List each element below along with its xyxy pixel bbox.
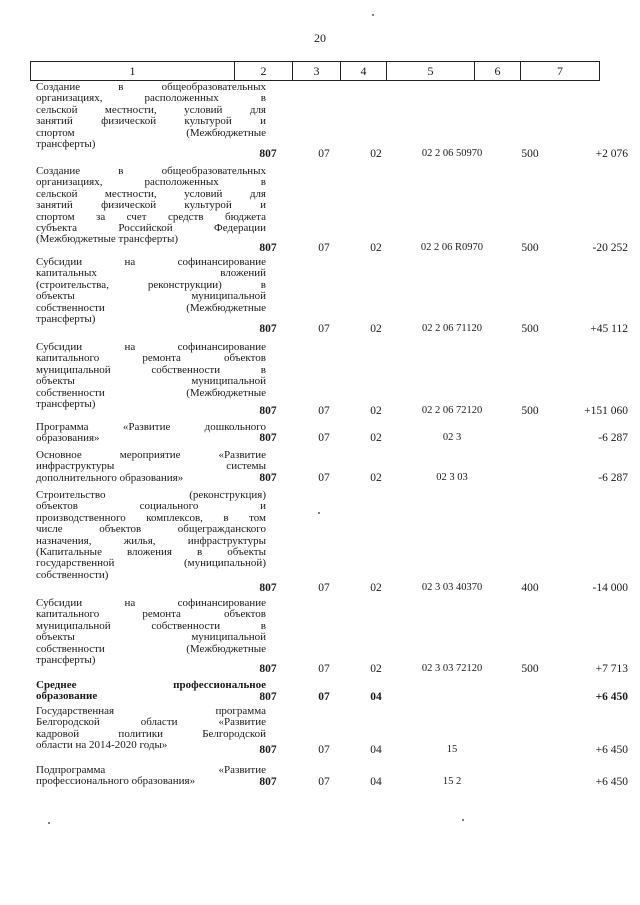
header-col-1: 1 bbox=[31, 62, 235, 80]
description-line: Субсидии на софинансирование bbox=[36, 256, 266, 268]
cell-c4: 02 bbox=[370, 663, 382, 675]
description-line: организациях, расположенных в bbox=[36, 176, 266, 189]
row-description bbox=[36, 422, 266, 445]
cell-c2: 807 bbox=[259, 776, 277, 788]
cell-c5: 02 3 03 72120 bbox=[421, 663, 483, 674]
description-line: области на 2014-2020 годы» bbox=[36, 739, 168, 752]
cell-c6: 500 bbox=[521, 323, 539, 335]
description-line: Среднее профессиональное bbox=[36, 679, 266, 691]
cell-c2: 807 bbox=[259, 691, 277, 703]
cell-c2: 807 bbox=[259, 148, 277, 160]
description-line: объектов социального и bbox=[36, 500, 266, 513]
cell-c6: 500 bbox=[521, 663, 539, 675]
description-line: муниципальной собственности в bbox=[36, 619, 266, 632]
description-line: (Капитальные вложения в объекты bbox=[36, 545, 266, 558]
row-description bbox=[36, 257, 266, 325]
cell-c3: 07 bbox=[318, 323, 330, 335]
description-line: трансферты) bbox=[36, 312, 96, 325]
description-line: организациях, расположенных в bbox=[36, 92, 266, 105]
description-line: дополнительного образования» bbox=[36, 471, 184, 484]
header-col-3: 3 bbox=[293, 62, 341, 80]
description-line: (Межбюджетные трансферты) bbox=[36, 233, 178, 246]
cell-c5: 02 3 03 bbox=[436, 472, 468, 483]
cell-c5: 02 2 06 72120 bbox=[421, 405, 483, 416]
description-line: Субсидии на софинансирование bbox=[36, 597, 266, 609]
row-description bbox=[36, 82, 266, 150]
row-description bbox=[36, 765, 266, 788]
cell-c6: 500 bbox=[521, 242, 539, 254]
row-description bbox=[36, 680, 266, 703]
cell-c3: 07 bbox=[318, 148, 330, 160]
cell-c7: -6 287 bbox=[598, 472, 628, 484]
cell-c7: +6 450 bbox=[595, 744, 628, 756]
description-line: Строительство (реконструкция) bbox=[36, 489, 266, 501]
cell-c7: +45 112 bbox=[590, 323, 628, 335]
header-col-2: 2 bbox=[235, 62, 293, 80]
description-line: капитального ремонта объектов bbox=[36, 608, 266, 621]
row-description bbox=[36, 166, 266, 246]
description-line: собственности) bbox=[36, 568, 109, 581]
cell-c4: 02 bbox=[370, 242, 382, 254]
cell-c7: +151 060 bbox=[584, 405, 628, 417]
description-line: числе объектов общегражданского bbox=[36, 523, 266, 536]
cell-c2: 807 bbox=[259, 472, 277, 484]
cell-c3: 07 bbox=[318, 242, 330, 254]
cell-c7: -20 252 bbox=[592, 242, 628, 254]
header-col-7: 7 bbox=[557, 64, 563, 78]
row-description bbox=[36, 706, 266, 752]
description-line: собственности (Межбюджетные bbox=[36, 301, 266, 314]
cell-c3: 07 bbox=[318, 432, 330, 444]
cell-c3: 07 bbox=[318, 472, 330, 484]
cell-c4: 04 bbox=[370, 691, 382, 703]
cell-c7: -6 287 bbox=[598, 432, 628, 444]
header-col-6: 6 bbox=[475, 62, 521, 80]
description-line: Государственная программа bbox=[36, 705, 266, 717]
cell-c2: 807 bbox=[259, 744, 277, 756]
cell-c5: 02 2 06 50970 bbox=[421, 148, 483, 159]
table-header bbox=[30, 61, 600, 81]
cell-c6: 500 bbox=[521, 148, 539, 160]
cell-c7: -14 000 bbox=[592, 582, 628, 594]
cell-c5: 15 2 bbox=[442, 776, 462, 787]
cell-c7: +6 450 bbox=[595, 776, 628, 788]
description-line: спортом за счет средств бюджета bbox=[36, 210, 266, 223]
cell-c2: 807 bbox=[259, 405, 277, 417]
description-line: объекты муниципальной bbox=[36, 631, 266, 644]
cell-c2: 807 bbox=[259, 582, 277, 594]
cell-c5: 02 3 03 40370 bbox=[421, 582, 483, 593]
description-line: сельской местности, условий для bbox=[36, 103, 266, 116]
description-line: Субсидии на софинансирование bbox=[36, 341, 266, 353]
description-line: спортом (Межбюджетные bbox=[36, 126, 266, 139]
description-line: трансферты) bbox=[36, 137, 96, 150]
description-line: производственного комплексов, в том bbox=[36, 511, 266, 524]
cell-c3: 07 bbox=[318, 691, 330, 703]
header-col-5: 5 bbox=[387, 62, 475, 80]
cell-c2: 807 bbox=[259, 242, 277, 254]
row-description bbox=[36, 450, 266, 484]
description-line: Основное мероприятие «Развитие bbox=[36, 449, 266, 461]
cell-c4: 04 bbox=[370, 776, 382, 788]
cell-c6: 500 bbox=[521, 405, 539, 417]
description-line: Подпрограмма «Развитие bbox=[36, 764, 266, 776]
cell-c4: 02 bbox=[370, 323, 382, 335]
cell-c2: 807 bbox=[259, 663, 277, 675]
scan-speck bbox=[462, 819, 464, 821]
description-line: Белгородской области «Развитие bbox=[36, 716, 266, 729]
description-line: кадровой политики Белгородской bbox=[36, 727, 266, 740]
description-line: объекты муниципальной bbox=[36, 290, 266, 303]
cell-c5: 02 2 06 R0970 bbox=[420, 242, 484, 253]
row-description bbox=[36, 598, 266, 666]
description-line: назначения, жилья, инфраструктуры bbox=[36, 534, 266, 547]
description-line: профессионального образования» bbox=[36, 775, 196, 788]
description-line: занятий физической культурой и bbox=[36, 115, 266, 128]
description-line: сельской местности, условий для bbox=[36, 187, 266, 200]
cell-c4: 02 bbox=[370, 472, 382, 484]
description-line: трансферты) bbox=[36, 397, 96, 410]
cell-c4: 02 bbox=[370, 582, 382, 594]
cell-c3: 07 bbox=[318, 582, 330, 594]
description-line: (строительства, реконструкции) в bbox=[36, 278, 266, 291]
description-line: образование bbox=[36, 690, 98, 703]
description-line: Создание в общеобразовательных bbox=[36, 81, 266, 93]
cell-c4: 02 bbox=[370, 405, 382, 417]
scan-speck bbox=[318, 512, 320, 514]
cell-c7: +7 713 bbox=[595, 663, 628, 675]
description-line: собственности (Межбюджетные bbox=[36, 642, 266, 655]
cell-c3: 07 bbox=[318, 776, 330, 788]
header-col-4: 4 bbox=[341, 62, 387, 80]
description-line: Программа «Развитие дошкольного bbox=[36, 421, 266, 433]
description-line: образования» bbox=[36, 432, 100, 445]
description-line: собственности (Межбюджетные bbox=[36, 386, 266, 399]
cell-c5: 02 3 bbox=[442, 432, 462, 443]
cell-c5: 15 bbox=[446, 744, 458, 755]
cell-c6: 400 bbox=[521, 582, 539, 594]
description-line: занятий физической культурой и bbox=[36, 199, 266, 212]
cell-c5: 02 2 06 71120 bbox=[422, 323, 482, 334]
cell-c2: 807 bbox=[259, 432, 277, 444]
cell-c2: 807 bbox=[259, 323, 277, 335]
description-line: субъекта Российской Федерации bbox=[36, 221, 266, 234]
page-number: 20 bbox=[314, 31, 326, 45]
description-line: инфраструктуры системы bbox=[36, 460, 266, 473]
description-line: капитальных вложений bbox=[36, 267, 266, 280]
row-description bbox=[36, 490, 266, 581]
description-line: государственной (муниципальной) bbox=[36, 557, 266, 570]
cell-c3: 07 bbox=[318, 744, 330, 756]
scan-speck bbox=[372, 14, 374, 16]
cell-c7: +2 076 bbox=[595, 148, 628, 160]
description-line: объекты муниципальной bbox=[36, 375, 266, 388]
row-description bbox=[36, 342, 266, 410]
cell-c4: 02 bbox=[370, 148, 382, 160]
description-line: Создание в общеобразовательных bbox=[36, 165, 266, 177]
description-line: трансферты) bbox=[36, 653, 96, 666]
description-line: муниципальной собственности в bbox=[36, 363, 266, 376]
cell-c4: 02 bbox=[370, 432, 382, 444]
cell-c3: 07 bbox=[318, 663, 330, 675]
cell-c7: +6 450 bbox=[595, 691, 628, 703]
description-line: капитального ремонта объектов bbox=[36, 352, 266, 365]
cell-c4: 04 bbox=[370, 744, 382, 756]
scan-speck bbox=[48, 822, 50, 824]
cell-c3: 07 bbox=[318, 405, 330, 417]
